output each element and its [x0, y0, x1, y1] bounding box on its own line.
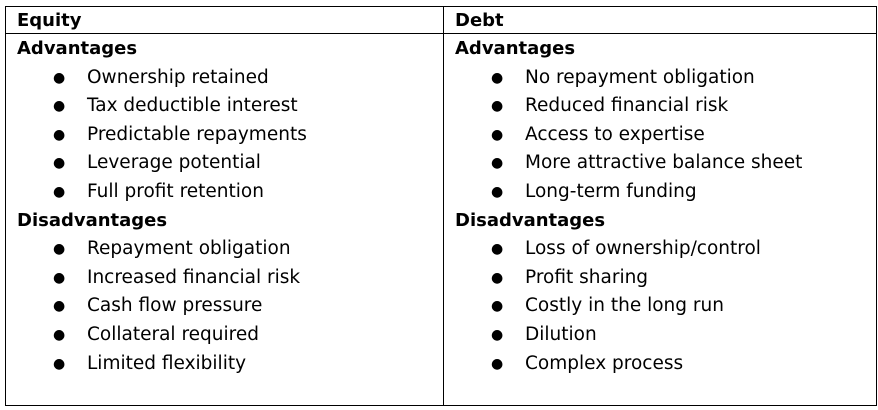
bullet-icon: ● — [53, 183, 66, 200]
equity-advantages-list — [17, 64, 443, 207]
bullet-icon: ● — [491, 155, 504, 172]
bullet-icon: ● — [491, 241, 504, 258]
bullet-icon: ● — [53, 326, 66, 343]
equity-disadvantages-title: Disadvantages — [17, 209, 168, 231]
debt-advantages-title: Advantages — [455, 38, 576, 59]
list-item: ● Cash flow pressure — [17, 292, 443, 321]
list-item: ● Repayment obligation — [17, 235, 443, 264]
bullet-icon: ● — [53, 155, 66, 172]
bullet-icon: ● — [53, 355, 66, 372]
list-item: ● No repayment obligation — [455, 64, 876, 93]
bullet-icon: ● — [491, 126, 504, 143]
bullet-icon: ● — [491, 69, 504, 86]
list-item: ● Loss of ownership/control — [455, 235, 876, 264]
bullet-icon: ● — [53, 241, 66, 258]
bullet-icon: ● — [53, 69, 66, 86]
equity-cell — [6, 34, 443, 378]
list-item: ● Full profit retention — [17, 178, 443, 207]
bullet-icon: ● — [491, 183, 504, 200]
list-item: ● Reduced financial risk — [455, 92, 876, 121]
debt-header: Debt — [444, 7, 876, 34]
list-item: ● Costly in the long run — [455, 292, 876, 321]
bullet-icon: ● — [491, 98, 504, 115]
debt-column — [444, 7, 876, 405]
bullet-icon: ● — [491, 298, 504, 315]
equity-advantages-title: Advantages — [17, 38, 138, 59]
list-item: ● Tax deductible interest — [17, 92, 443, 121]
bullet-icon: ● — [491, 355, 504, 372]
list-item: ● Profit sharing — [455, 264, 876, 293]
list-item: ● Complex process — [455, 350, 876, 379]
bullet-icon: ● — [53, 98, 66, 115]
list-item: ● Long-term funding — [455, 178, 876, 207]
debt-cell — [444, 34, 876, 378]
list-item: ● Predictable repayments — [17, 121, 443, 150]
bullet-icon: ● — [53, 269, 66, 286]
equity-disadvantages-list — [17, 235, 443, 378]
list-item: ● Access to expertise — [455, 121, 876, 150]
equity-header: Equity — [6, 7, 443, 34]
debt-disadvantages-list — [455, 235, 876, 378]
bullet-icon: ● — [53, 126, 66, 143]
equity-column — [6, 7, 444, 405]
list-item: ● Limited flexibility — [17, 350, 443, 379]
list-item: ● Ownership retained — [17, 64, 443, 93]
list-item: ● Increased financial risk — [17, 264, 443, 293]
bullet-icon: ● — [491, 269, 504, 286]
bullet-icon: ● — [53, 298, 66, 315]
debt-advantages-list — [455, 64, 876, 207]
list-item: ● Dilution — [455, 321, 876, 350]
list-item: ● Leverage potential — [17, 149, 443, 178]
comparison-table — [5, 6, 877, 406]
list-item: ● Collateral required — [17, 321, 443, 350]
list-item: ● More attractive balance sheet — [455, 149, 876, 178]
debt-disadvantages-title: Disadvantages — [455, 209, 606, 231]
bullet-icon: ● — [491, 326, 504, 343]
